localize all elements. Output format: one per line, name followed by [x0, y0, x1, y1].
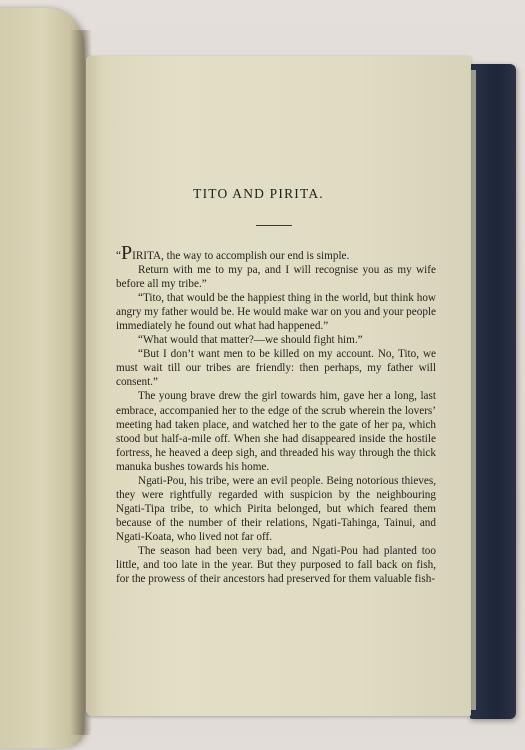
paragraph: “Tito, that would be the happiest thing in the world, but think how angry my father would be. He would make war on you and your people immediately he found out what had happened.”	[116, 292, 436, 333]
body-text	[116, 242, 436, 586]
paragraph: “But I don’t want men to be killed on my account. No, Tito, we must wait till our tribes are friendly: then perhaps, my father will consent.”	[116, 348, 436, 389]
paragraph: The young brave drew the girl towards him, gave her a long, last embrace, accompanied her to the edge of the scrub wherein the lovers’ meeting had taken place, and watched her to the gate of her pa, which stood but half-a-mile off. When she had disappeared inside the hostile fortress, he heaved a deep sigh, and threaded his way through the thick manuka bushes towards his home.	[116, 390, 436, 473]
paragraph: Ngati-Pou, his tribe, were an evil people. Being notorious thieves, they were rightfully regarded with suspicion by the neighbouring Ngati-Tipa tribe, to which Pirita belonged, but which feared them because of the number of their relations, Ngati-Tahinga, Tainui, and Ngati-Koata, who lived not far off.	[116, 474, 436, 543]
paragraph	[116, 242, 436, 264]
chapter-title: TITO AND PIRITA.	[193, 186, 324, 201]
drop-cap: P	[120, 242, 133, 264]
title-rule	[256, 225, 292, 226]
book-cover	[470, 64, 516, 719]
opening-quote: “	[116, 250, 121, 262]
paragraph: “What would that matter?—we should fight him.”	[138, 334, 363, 347]
paragraph: The season had been very bad, and Ngati-Pou had planted too little, and too late in the year. But they purposed to fall back on fish, for the prowess of their ancestors had preserved for them valuable fish-	[116, 544, 436, 586]
paragraph-continued: Return with me to my pa, and I will recognise you as my wife before all my tribe.”	[116, 264, 436, 291]
first-line: IRITA, the way to accomplish our end is simple.	[132, 250, 350, 262]
